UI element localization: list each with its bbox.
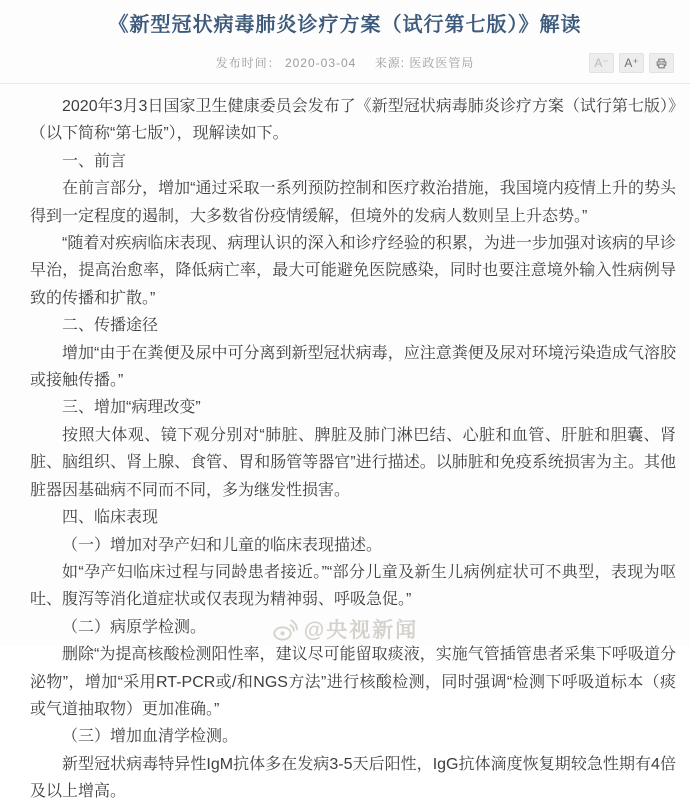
- section-heading: 四、临床表现: [62, 509, 159, 527]
- meta-row: [14, 53, 676, 74]
- article-header: [0, 0, 690, 84]
- article-paragraph: 增加“由于在粪便及尿中可分离到新型冠状病毒，应注意粪便及尿对环境污染造成气溶胶或接触传播。”: [30, 344, 676, 390]
- watermark-text: @央视新闻: [303, 619, 419, 642]
- publish-date: 2020-03-04: [284, 56, 357, 70]
- article-paragraph: “随着对疾病临床表现、病理认识的深入和诊疗经验的积累，为进一步加强对该病的早诊早治，提高治愈率，降低病亡率，最大可能避免医院感染，同时也要注意境外输入性病例导致的传播和扩散。”: [30, 235, 676, 307]
- publish-time-label: 发布时间：: [215, 56, 281, 70]
- font-decrease-button[interactable]: A⁻: [589, 53, 614, 73]
- article-paragraph: 删除“为提高核酸检测阳性率，建议尽可能留取痰液，实施气管插管患者采集下呼吸道分泌物”，增加“采用RT-PCR或/和NGS方法”进行核酸检测，同时强调“检测下呼吸道标本（痰或气道抽取物）更加准确。”: [30, 646, 676, 718]
- section-heading: 二、传播途径: [62, 317, 159, 335]
- page-title: 《新型冠状病毒肺炎诊疗方案（试行第七版）》解读: [108, 14, 582, 36]
- article-paragraph: 按照大体观、镜下观分别对“肺脏、脾脏及肺门淋巴结、心脏和血管、肝脏和胆囊、肾脏、脑组织、肾上腺、食管、胃和肠管等器官”进行描述。以肺脏和免疫系统损害为主。其他脏器因基础病不同而不同，多为继发性损害。: [30, 426, 676, 499]
- font-increase-button[interactable]: A⁺: [619, 53, 644, 73]
- source-value: 医政医管局: [409, 56, 475, 70]
- section-heading: 一、前言: [62, 152, 127, 170]
- print-button[interactable]: [649, 53, 674, 73]
- article-toolbar: [589, 53, 674, 73]
- article-paragraph: 如“孕产妇临床过程与同龄患者接近。”“部分儿童及新生儿病例症状可不典型，表现为呕吐、腹泻等消化道症状或仅表现为精神弱、呼吸急促。”: [30, 563, 676, 609]
- section-heading: 三、增加“病理改变”: [62, 399, 201, 417]
- article-paragraph: 在前言部分，增加“通过采取一系列预防控制和医疗救治措施，我国境内疫情上升的势头得到一定程度的遏制，大多数省份疫情缓解，但境外的发病人数则呈上升态势。”: [30, 180, 676, 225]
- article-paragraph: 2020年3月3日国家卫生健康委员会发布了《新型冠状病毒肺炎诊疗方案（试行第七版）》（以下简称“第七版”），现解读如下。: [30, 98, 676, 143]
- source-label: 来源:: [374, 56, 406, 70]
- printer-icon: [655, 57, 668, 70]
- meta-line: [14, 53, 676, 74]
- article-body: [0, 84, 690, 806]
- article-paragraph: （二）病原学检测。: [62, 618, 207, 636]
- article-paragraph: 新型冠状病毒特异性IgM抗体多在发病3-5天后阳性，IgG抗体滴度恢复期较急性期有4倍及以上增高。: [30, 755, 676, 801]
- article-paragraph: （一）增加对孕产妇和儿童的临床表现描述。: [62, 536, 383, 554]
- article-paragraph: （三）增加血清学检测。: [62, 728, 239, 746]
